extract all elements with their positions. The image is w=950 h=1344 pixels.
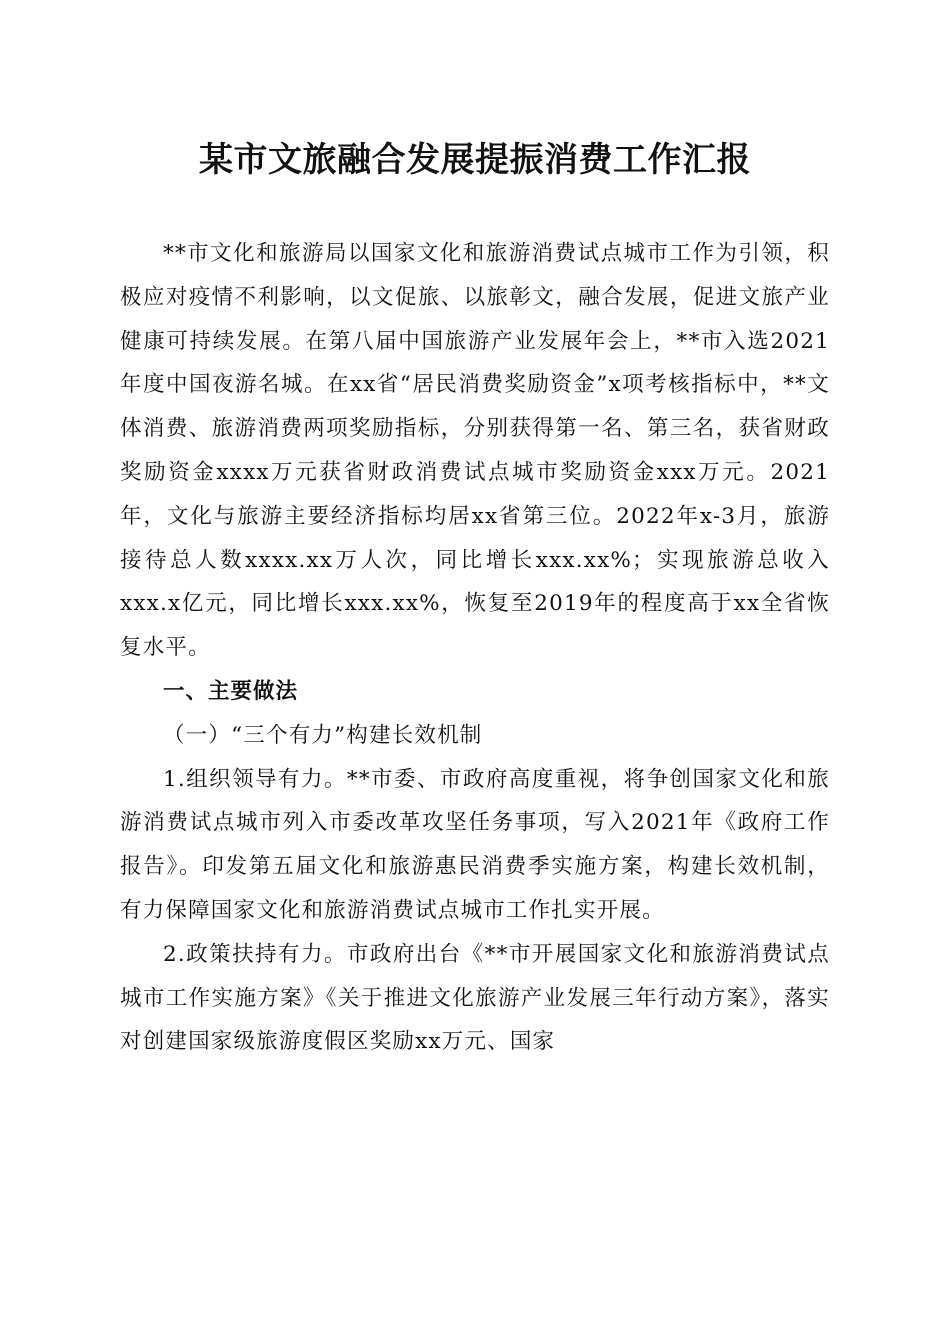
intro-paragraph: **市文化和旅游局以国家文化和旅游消费试点城市工作为引领，积极应对疫情不利影响，以文促旅、以旅彰文，融合发展，促进文旅产业健康可持续发展。在第八届中国旅游产业发展年会上，**市入选2021年度中国夜游名城。在xx省“居民消费奖励资金”x项考核指标中，**文体消费、旅游消费两项奖励指标，分别获得第一名、第三名，获省财政奖励资金xxxx万元获省财政消费试点城市奖励资金xxx万元。2021年，文化与旅游主要经济指标均居xx省第三位。2022年x-3月，旅游接待总人数xxxx.xx万人次，同比增长xxx.xx%；实现旅游总收入xxx.x亿元，同比增长xxx.xx%，恢复至2019年的程度高于xx全省恢复水平。 [120,241,830,661]
document-body [120,232,830,1064]
document-title: 某市文旅融合发展提振消费工作汇报 [199,140,751,180]
paragraph-policy-support: 2.政策扶持有力。市政府出台《**市开展国家文化和旅游消费试点城市工作实施方案》《关于推进文化旅游产业发展三年行动方案》，落实对创建国家级旅游度假区奖励xx万元、国家 [120,941,830,1055]
subsection-heading-mechanism: （一）“三个有力”构建长效机制 [163,722,483,748]
section-heading-main-practices: 一、主要做法 [163,678,299,704]
paragraph-organization-leadership: 1.组织领导有力。**市委、市政府高度重视，将争创国家文化和旅游消费试点城市列入市委改革攻坚任务事项，写入2021年《政府工作报告》。印发第五届文化和旅游惠民消费季实施方案，构建长效机制，有力保障国家文化和旅游消费试点城市工作扎实开展。 [120,766,830,923]
document-page [120,0,830,1344]
